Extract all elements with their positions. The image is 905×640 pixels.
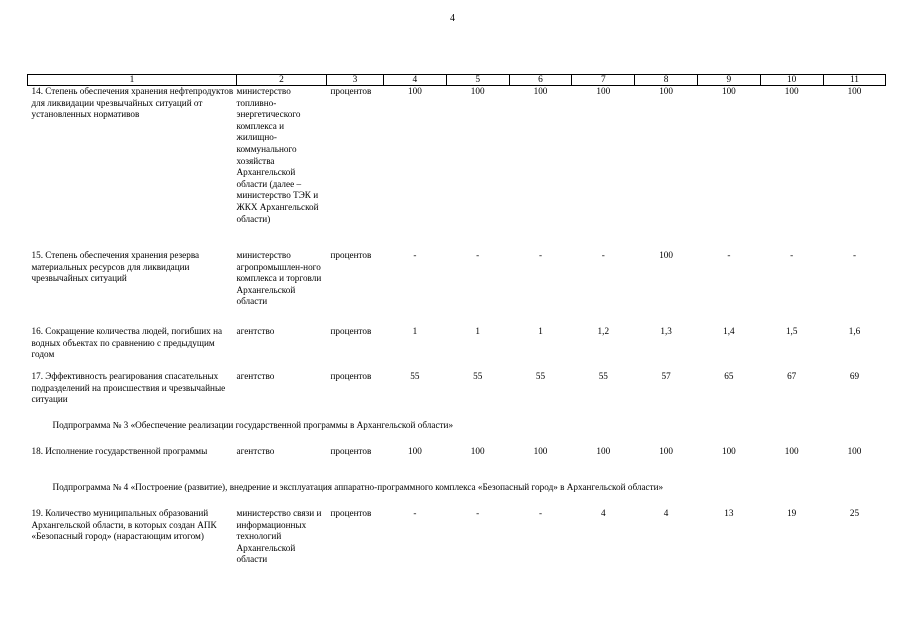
value-cell: 65 xyxy=(724,371,734,381)
value-cell: 100 xyxy=(847,86,862,96)
unit-cell: процентов xyxy=(330,250,372,260)
value-cell: 100 xyxy=(408,86,422,96)
header-cell: 11 xyxy=(823,75,886,86)
value-cell: 100 xyxy=(784,446,799,456)
value-cell: - xyxy=(790,250,794,260)
value-cell: - xyxy=(601,250,605,260)
value-cell: - xyxy=(727,250,731,260)
table-header xyxy=(28,75,886,86)
value-cell: 100 xyxy=(659,86,673,96)
indicator-name: 15. Степень обеспечения хранения резерва материальных ресурсов для ликвидации чрезвычайных ситуаций xyxy=(31,250,200,284)
header-cell: 5 xyxy=(446,75,509,86)
header-cell: 8 xyxy=(635,75,698,86)
value-cell: 4 xyxy=(663,508,669,518)
header-cell: 7 xyxy=(572,75,635,86)
header-cell: 4 xyxy=(384,75,447,86)
value-cell: - xyxy=(852,250,856,260)
table-row xyxy=(28,326,886,371)
value-cell: 57 xyxy=(661,371,671,381)
value-cell: 55 xyxy=(473,371,483,381)
header-cell: 6 xyxy=(509,75,572,86)
indicator-name: 18. Исполнение государственной программы xyxy=(31,446,208,456)
value-cell: 100 xyxy=(659,446,673,456)
value-cell: 100 xyxy=(847,446,862,456)
value-cell: 100 xyxy=(596,446,611,456)
value-cell: 1 xyxy=(538,326,543,336)
value-cell: 67 xyxy=(787,371,797,381)
unit-cell: процентов xyxy=(330,371,372,381)
header-cell: 10 xyxy=(760,75,823,86)
value-cell: 1,5 xyxy=(785,326,798,336)
value-cell: 55 xyxy=(535,371,546,381)
subprogram-row xyxy=(28,420,886,446)
table-row xyxy=(28,508,886,588)
value-cell: 100 xyxy=(721,86,736,96)
responsible-executor: министерство связи и информационных технологий Архангельской области xyxy=(236,508,322,565)
header-row xyxy=(28,75,886,86)
value-cell: 1 xyxy=(475,326,480,336)
responsible-executor: министерство агропромышлен-ного комплекса и торговли Архангельской области xyxy=(236,250,322,307)
unit-cell: процентов xyxy=(330,446,372,456)
header-cell: 2 xyxy=(237,75,327,86)
table-body xyxy=(28,86,886,589)
subprogram-3-title: Подпрограмма № 3 «Обеспечение реализации государственной программы в Архангельской области» xyxy=(52,420,454,430)
subprogram-4-title: Подпрограмма № 4 «Построение (развитие), внедрение и эксплуатация аппаратно-программного комплекса «Безопасный город» в Архангельской области» xyxy=(52,482,664,492)
value-cell: 1,4 xyxy=(723,326,735,336)
value-cell: 100 xyxy=(533,86,548,96)
responsible-executor: министерство топливно-энергетического комплекса и жилищно-коммунального хозяйства Архангельской области (далее – министерство ТЭК и ЖКХ Архангельской области) xyxy=(236,86,319,224)
value-cell: - xyxy=(538,508,543,518)
value-cell: 69 xyxy=(849,371,860,381)
value-cell: 100 xyxy=(470,446,485,456)
value-cell: 100 xyxy=(659,250,673,260)
responsible-executor: агентство xyxy=(236,371,275,381)
value-cell: 1,2 xyxy=(597,326,610,336)
indicator-name: 16. Сокращение количества людей, погибших на водных объектах по сравнению с предыдущим годом xyxy=(31,326,223,360)
indicator-name: 19. Количество муниципальных образований Архангельской области, в которых создан АПК «Безопасный город» (нарастающим итогом) xyxy=(31,508,217,542)
page-number: 4 xyxy=(450,13,455,24)
value-cell: - xyxy=(476,508,480,518)
value-cell: 13 xyxy=(724,508,734,518)
value-cell: 1 xyxy=(412,326,418,336)
value-cell: 100 xyxy=(470,86,485,96)
header-cell: 1 xyxy=(28,75,237,86)
responsible-executor: агентство xyxy=(236,446,275,456)
indicator-name: 17. Эффективность реагирования спасательных подразделений на происшествия и чрезвычайные ситуации xyxy=(31,371,226,405)
value-cell: 1,3 xyxy=(660,326,672,336)
value-cell: 100 xyxy=(408,446,422,456)
value-cell: 100 xyxy=(784,86,799,96)
indicators-table xyxy=(27,74,886,588)
unit-cell: процентов xyxy=(330,326,372,336)
value-cell: - xyxy=(413,250,417,260)
value-cell: 55 xyxy=(598,371,608,381)
value-cell: 1,6 xyxy=(848,326,861,336)
value-cell: - xyxy=(476,250,480,260)
indicator-name: 14. Степень обеспечения хранения нефтепродуктов для ликвидации чрезвычайных ситуаций от установленных нормативов xyxy=(31,86,234,120)
value-cell: - xyxy=(538,250,543,260)
table-row xyxy=(28,371,886,420)
table-row xyxy=(28,250,886,326)
value-cell: 4 xyxy=(600,508,606,518)
unit-cell: процентов xyxy=(330,86,372,96)
table-row xyxy=(28,446,886,482)
header-cell: 9 xyxy=(697,75,760,86)
table-row xyxy=(28,86,886,251)
value-cell: 55 xyxy=(410,371,420,381)
subprogram-row xyxy=(28,482,886,508)
responsible-executor: агентство xyxy=(236,326,275,336)
unit-cell: процентов xyxy=(330,508,372,518)
value-cell: 25 xyxy=(849,508,860,518)
header-cell: 3 xyxy=(327,75,384,86)
value-cell: 100 xyxy=(596,86,611,96)
value-cell: 19 xyxy=(787,508,797,518)
value-cell: 100 xyxy=(721,446,736,456)
value-cell: - xyxy=(413,508,417,518)
value-cell: 100 xyxy=(533,446,548,456)
